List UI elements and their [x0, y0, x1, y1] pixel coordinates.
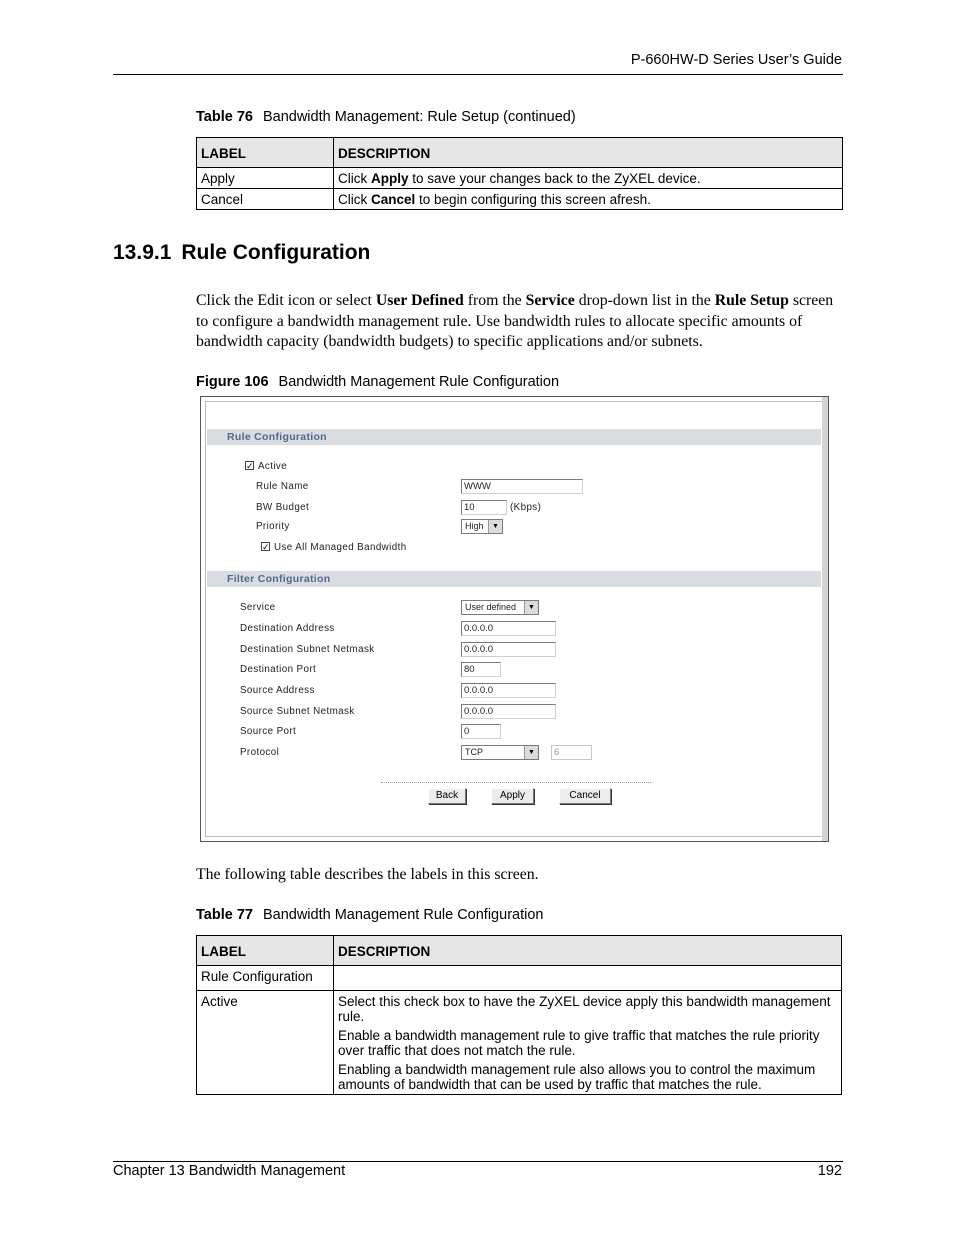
row-label: Apply — [197, 168, 334, 189]
protocol-select[interactable] — [461, 745, 539, 760]
desc-paragraph: Enable a bandwidth management rule to give traffic that matches the rule priority over traffic that does not match the rule. — [338, 1028, 820, 1058]
chevron-down-icon[interactable]: ▼ — [488, 520, 502, 533]
table-row — [197, 189, 843, 210]
screenshot-inner-frame — [205, 401, 824, 837]
source-port-input[interactable]: 0 — [461, 724, 501, 739]
cancel-button[interactable]: Cancel — [559, 788, 611, 804]
destination-address-label: Destination Address — [240, 623, 335, 634]
para-bold: Rule Setup — [714, 292, 789, 309]
figure-106-caption — [196, 374, 559, 390]
source-address-label: Source Address — [240, 685, 315, 696]
bw-budget-label: BW Budget — [256, 502, 310, 513]
section-title: Rule Configuration — [181, 241, 371, 264]
destination-port-label: Destination Port — [240, 664, 317, 675]
para-bold: Service — [525, 292, 575, 309]
intro-paragraph — [196, 291, 846, 353]
col-header-description: DESCRIPTION — [334, 138, 843, 168]
footer-rule — [113, 1161, 843, 1162]
rule-name-input[interactable]: WWW — [461, 479, 583, 494]
table-77-title: Bandwidth Management Rule Configuration — [262, 907, 544, 923]
para-text: drop-down list in the — [574, 292, 715, 309]
row-description — [334, 966, 842, 991]
figure-106-number: Figure 106 — [196, 374, 269, 390]
para-text: from the — [463, 292, 526, 309]
protocol-value: TCP — [465, 747, 483, 757]
priority-label: Priority — [256, 521, 290, 532]
para-text: Click the Edit icon or select — [196, 292, 376, 309]
active-checkbox[interactable]: ✓ — [246, 461, 254, 471]
row-label: Cancel — [197, 189, 334, 210]
chevron-down-icon[interactable]: ▼ — [524, 601, 538, 614]
bw-budget-input[interactable]: 10 — [461, 500, 507, 515]
table-row — [197, 966, 842, 991]
service-select[interactable] — [461, 600, 539, 615]
page-number: 192 — [817, 1163, 842, 1179]
table-76-number: Table 76 — [196, 109, 253, 125]
chevron-down-icon[interactable]: ▼ — [524, 746, 538, 759]
rule-name-label: Rule Name — [256, 481, 309, 492]
running-header: P-660HW-D Series User’s Guide — [630, 52, 842, 68]
source-netmask-label: Source Subnet Netmask — [240, 706, 355, 717]
source-address-input[interactable]: 0.0.0.0 — [461, 683, 556, 698]
apply-button[interactable]: Apply — [491, 788, 534, 804]
desc-text: Click — [338, 171, 371, 186]
row-description — [334, 189, 843, 210]
active-label: Active — [258, 461, 288, 472]
screenshot-scroll-edge — [822, 397, 828, 841]
protocol-label: Protocol — [240, 747, 280, 758]
service-value: User defined — [465, 602, 517, 612]
destination-netmask-label: Destination Subnet Netmask — [240, 644, 375, 655]
col-header-description: DESCRIPTION — [334, 936, 842, 966]
source-netmask-input[interactable]: 0.0.0.0 — [461, 704, 556, 719]
priority-select[interactable] — [461, 519, 503, 534]
table-row — [197, 991, 842, 1095]
row-label: Rule Configuration — [197, 966, 334, 991]
table-77 — [196, 935, 842, 1095]
destination-address-input[interactable]: 0.0.0.0 — [461, 621, 556, 636]
section-number: 13.9.1 — [113, 241, 172, 264]
desc-paragraph: Enabling a bandwidth management rule also allows you to control the maximum amounts of bandwidth that can be used by traffic that matches the rule. — [338, 1062, 816, 1092]
table-76 — [196, 137, 843, 210]
rule-configuration-band: Rule Configuration — [207, 429, 821, 445]
table-76-caption — [196, 109, 576, 125]
col-header-label: LABEL — [197, 138, 334, 168]
figure-106-screenshot — [200, 396, 829, 842]
row-label: Active — [197, 991, 334, 1095]
use-all-bandwidth-checkbox[interactable]: ✓ — [262, 542, 270, 552]
destination-port-input[interactable]: 80 — [461, 662, 501, 677]
following-text: The following table describes the labels in this screen. — [196, 866, 539, 883]
filter-configuration-band: Filter Configuration — [207, 571, 821, 587]
footer-chapter: Chapter 13 Bandwidth Management — [113, 1163, 346, 1179]
header-rule — [113, 74, 843, 75]
table-76-title: Bandwidth Management: Rule Setup (continued) — [262, 109, 576, 125]
service-label: Service — [240, 602, 276, 613]
col-header-label: LABEL — [197, 936, 334, 966]
para-text: screen to configure a bandwidth management rule. Use bandwidth rules to allocate specific amounts of bandwidth capacity (bandwidth budgets) to specific applications and/or subnets. — [196, 292, 834, 350]
destination-netmask-input[interactable]: 0.0.0.0 — [461, 642, 556, 657]
row-description — [334, 991, 842, 1095]
desc-text: to begin configuring this screen afresh. — [415, 192, 651, 207]
para-bold: User Defined — [375, 292, 464, 309]
desc-text: Click — [338, 192, 371, 207]
desc-text: to save your changes back to the ZyXEL device. — [408, 171, 701, 186]
desc-paragraph: Select this check box to have the ZyXEL device apply this bandwidth management rule. — [338, 994, 831, 1024]
row-description — [334, 168, 843, 189]
desc-bold: Apply — [371, 171, 409, 186]
table-77-number: Table 77 — [196, 907, 253, 923]
table-header-row — [197, 936, 842, 966]
use-all-bandwidth-label: Use All Managed Bandwidth — [274, 542, 407, 553]
divider — [381, 782, 651, 783]
table-row — [197, 168, 843, 189]
protocol-number-input: 6 — [551, 745, 592, 760]
desc-bold: Cancel — [371, 192, 416, 207]
bw-unit-label: (Kbps) — [510, 502, 542, 513]
table-header-row — [197, 138, 843, 168]
section-heading — [113, 241, 380, 265]
priority-value: High — [465, 521, 484, 531]
table-77-caption — [196, 907, 543, 923]
source-port-label: Source Port — [240, 726, 297, 737]
back-button[interactable]: Back — [428, 788, 466, 804]
figure-106-title: Bandwidth Management Rule Configuration — [278, 374, 560, 390]
